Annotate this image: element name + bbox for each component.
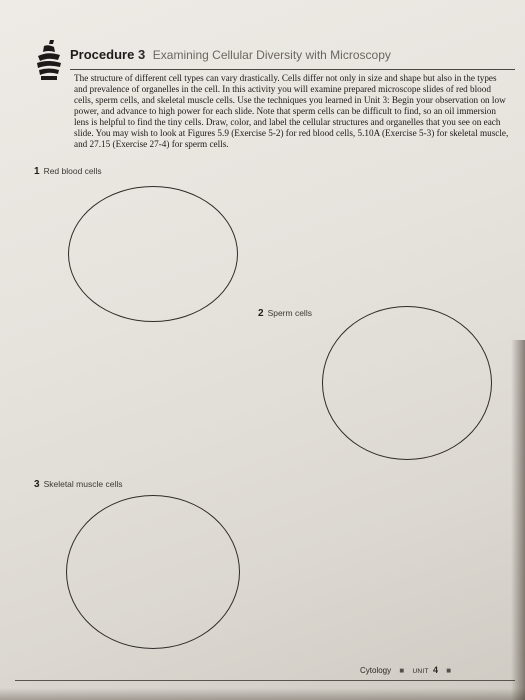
page-bottom-shadow — [0, 688, 525, 700]
footer-unit-label: UNIT — [412, 668, 429, 675]
drawing-circle-1[interactable] — [68, 186, 238, 322]
drawing-circle-2[interactable] — [322, 306, 492, 460]
instructions-paragraph — [32, 73, 512, 150]
procedure-number: 3 — [137, 47, 146, 62]
drawing-label-3: 3 Skeletal muscle cells — [34, 479, 123, 490]
page-footer — [360, 665, 457, 675]
drawing-label-1: 1 Red blood cells — [34, 166, 102, 177]
procedure-label: Procedure — [70, 47, 135, 62]
drawing-circle-3[interactable] — [66, 495, 240, 649]
footer-separator-2: ■ — [446, 666, 452, 675]
drawing-label-2: 2 Sperm cells — [258, 308, 312, 319]
page-edge-shadow — [511, 340, 525, 700]
footer-rule — [15, 680, 515, 681]
title-rule — [70, 69, 515, 70]
procedure-title — [70, 47, 391, 62]
instructions-text: The structure of different cell types can vary drastically. Cells differ not only in size and shape but also in the types and prevalence of organelles in the cell. In this activity you will examine prepared microscope slides of red blood cells, sperm cells, and skeletal muscle cells. Use the techniques you learned in Unit 3: Begin your observation on low power, and advance to high power for each slide. Note that sperm cells can be difficult to find, so an oil immersion lens is helpful to find the tiny cells. Draw, color, and label the cellular structures and organelles that you see on each slide. You may wish to look at Figures 5.9 (Exercise 5-2) for red blood cells, 5.10A (Exercise 5-3) for skeletal muscle, and 27.15 (Exercise 27-4) for sperm cells. — [74, 73, 509, 149]
footer-separator-1: ■ — [399, 666, 405, 675]
footer-unit-number: 4 — [433, 665, 439, 675]
footer-section: Cytology — [360, 666, 392, 675]
procedure-subtitle: Examining Cellular Diversity with Microscopy — [152, 48, 391, 62]
